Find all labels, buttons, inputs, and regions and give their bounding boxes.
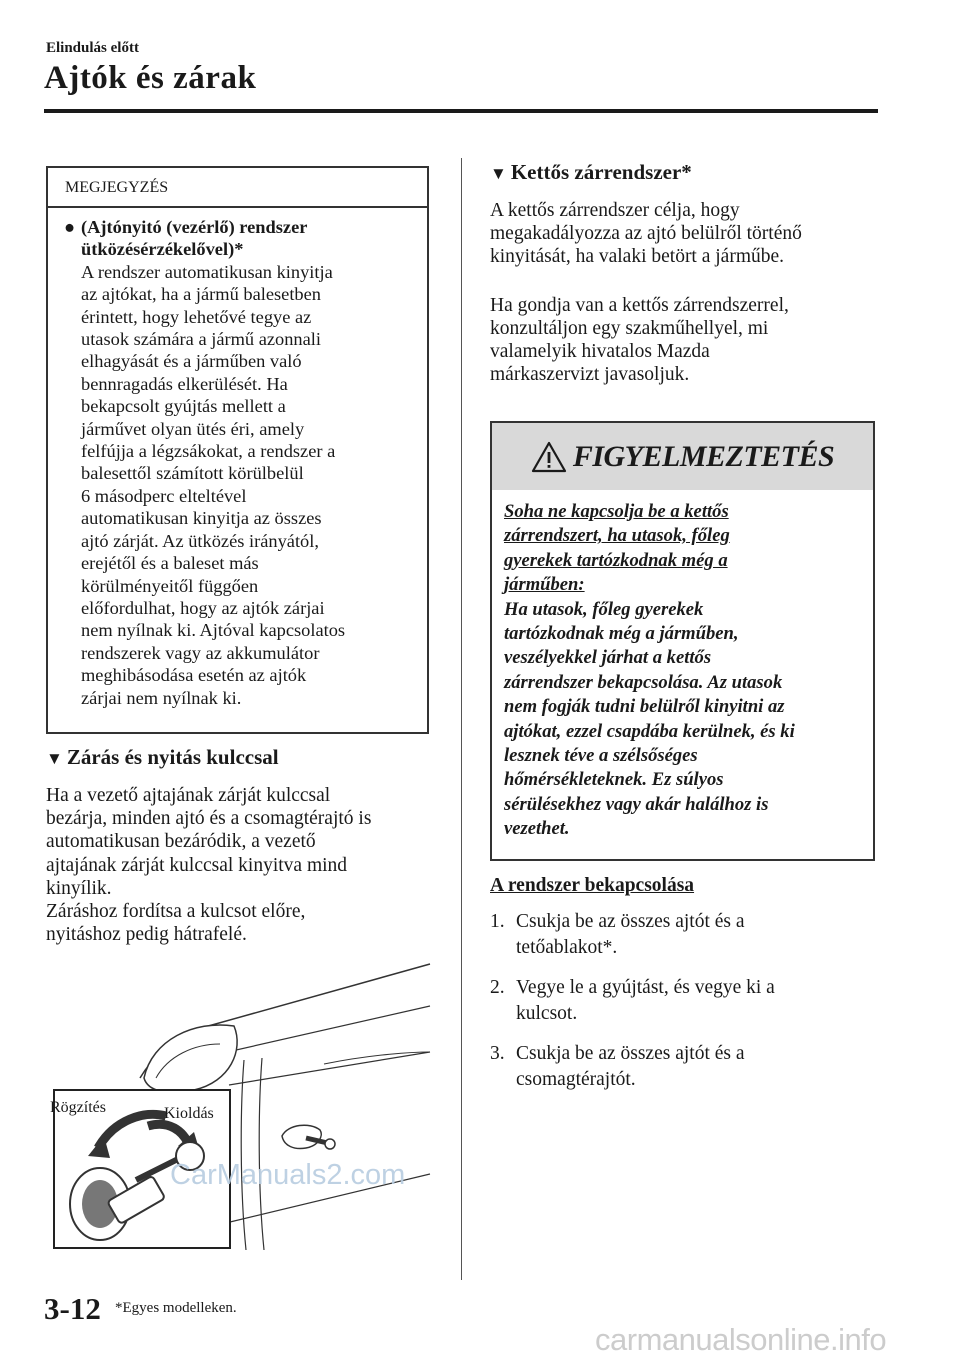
- note-text-line: erejétől és a baleset más: [81, 553, 259, 574]
- activation-step: 1. Csukja be az összes ajtót és a tetőablakot*.: [490, 911, 745, 958]
- label-lock: Rögzítés: [50, 1099, 106, 1116]
- warning-underlined-line: járműben:: [504, 574, 585, 596]
- breadcrumb: Elindulás előtt: [46, 40, 139, 56]
- warning-line: sérülésekhez vagy akár halálhoz is: [504, 793, 769, 815]
- note-text-line: rendszerek vagy az akkumulátor: [81, 642, 320, 663]
- note-text-line: zárjai nem nyílnak ki.: [81, 687, 242, 708]
- note-box: [46, 166, 429, 734]
- note-bullet-title: ütközésérzékelővel)*: [81, 239, 244, 260]
- activation-heading: A rendszer bekapcsolása: [490, 875, 695, 896]
- door-key-illustration: [44, 960, 432, 1254]
- warning-line: tartózkodnak még a járműben,: [504, 623, 739, 645]
- text-line: bezárja, minden ajtó és a csomagtérajtó is: [46, 808, 372, 830]
- note-text-line: 6 másodperc elteltével: [81, 485, 247, 506]
- section-heading-key: ▼ Zárás és nyitás kulccsal: [46, 745, 279, 769]
- text-line: kinyílik.: [46, 877, 112, 899]
- warning-box: [490, 421, 875, 861]
- note-text-line: meghibásodása esetén az ajtók: [81, 665, 307, 686]
- warning-line: ajtókat, ezzel csapdába kerülnek, és ki: [504, 720, 795, 742]
- note-text-line: elhagyását és a járműben való: [81, 351, 302, 372]
- section-heading-double-lock: ▼ Kettős zárrendszer*: [490, 160, 692, 184]
- warning-line: lesznek téve a szélsőséges: [504, 745, 698, 767]
- note-text-line: bennragadás elkerülését. Ha: [81, 373, 288, 394]
- bullet-icon: ●: [64, 217, 76, 237]
- warning-line: hőmérsékleteknek. Ez súlyos: [504, 769, 724, 791]
- page-number: 3-12: [44, 1291, 101, 1326]
- text-line: megakadályozza az ajtó belülről történő: [490, 223, 802, 245]
- note-text-line: ajtó zárját. Az ütközés irányától,: [81, 530, 319, 551]
- note-text-line: A rendszer automatikusan kinyitja: [81, 261, 333, 282]
- text-line: Ha gondja van a kettős zárrendszerrel,: [490, 294, 789, 316]
- note-text-line: utasok számára a jármű azonnali: [81, 329, 321, 350]
- note-text-line: nem nyílnak ki. Ajtóval kapcsolatos: [81, 620, 346, 641]
- double-lock-paragraph: [490, 199, 880, 269]
- note-bullet-content: [81, 216, 345, 709]
- warning-underlined-line: Soha ne kapcsolja be a kettős: [504, 501, 729, 522]
- warning-line: nem fogják tudni belülről kinyitni az: [504, 696, 785, 718]
- warning-header: [492, 423, 873, 490]
- key-section-text: [46, 784, 436, 946]
- column-divider: [461, 158, 462, 1280]
- warning-underlined-line: gyerekek tartózkodnak még a: [504, 549, 728, 571]
- activation-step: 2. Vegye le a gyújtást, és vegye ki a kulcsot.: [490, 977, 775, 1024]
- note-text-line: felfújja a légzsákokat, a rendszer a: [81, 441, 336, 462]
- activation-section: [490, 875, 880, 1093]
- text-line: A kettős zárrendszer célja, hogy: [490, 200, 740, 221]
- note-heading: MEGJEGYZÉS: [48, 168, 427, 208]
- warning-body: [492, 490, 873, 842]
- title-rule: [44, 109, 878, 113]
- note-text-line: járművet olyan ütés éri, amely: [81, 418, 305, 439]
- warning-line: vezethet.: [504, 818, 570, 840]
- text-line: Záráshoz fordítsa a kulcsot előre,: [46, 901, 306, 923]
- note-text-line: az ajtókat, ha a jármű balesetben: [81, 284, 321, 305]
- note-text-line: bekapcsolt gyújtás mellett a: [81, 396, 286, 417]
- text-line: kinyitását, ha valaki betört a járműbe.: [490, 246, 785, 268]
- site-watermark: carmanualsonline.info: [595, 1322, 887, 1357]
- text-line: valamelyik hivatalos Mazda: [490, 341, 710, 363]
- activation-step: 3. Csukja be az összes ajtót és a csomagtérajtót.: [490, 1043, 745, 1090]
- note-bullet-title: (Ajtónyitó (vezérlő) rendszer: [81, 217, 308, 237]
- text-line: konzultáljon egy szakműhellyel, mi: [490, 317, 769, 339]
- double-lock-paragraph: [490, 294, 880, 387]
- warning-line: zárrendszer bekapcsolása. Az utasok: [504, 671, 783, 693]
- text-line: márkaszervizt javasoljuk.: [490, 364, 690, 386]
- note-text-line: előfordulhat, hogy az ajtók zárjai: [81, 597, 325, 618]
- warning-title: FIGYELMEZTETÉS: [572, 439, 835, 473]
- triangle-marker-icon: ▼: [46, 749, 63, 768]
- key-section: [46, 745, 436, 946]
- warning-underlined-line: zárrendszert, ha utasok, főleg: [504, 525, 730, 547]
- illustration-watermark: CarManuals2.com: [170, 1159, 406, 1191]
- note-text-line: érintett, hogy lehetővé tegye az: [81, 306, 312, 327]
- note-bullet-item: [64, 216, 417, 709]
- text-line: ajtajának zárját kulccsal kinyitva mind: [46, 854, 348, 876]
- footnote: *Egyes modelleken.: [115, 1300, 237, 1316]
- triangle-marker-icon: ▼: [490, 164, 507, 183]
- text-line: Ha a vezető ajtajának zárját kulccsal: [46, 785, 331, 806]
- double-lock-section: [490, 160, 880, 386]
- label-unlock: Kioldás: [164, 1105, 214, 1122]
- text-line: automatikusan bezáródik, a vezető: [46, 831, 316, 853]
- note-text-line: automatikusan kinyitja az összes: [81, 508, 322, 529]
- page-title: Ajtók és zárak: [44, 60, 257, 96]
- note-text-line: körülményeitől függően: [81, 575, 259, 596]
- note-text-line: balesettől számított körülbelül: [81, 463, 304, 484]
- warning-triangle-icon: [531, 441, 567, 473]
- note-body: [48, 208, 427, 709]
- warning-line: Ha utasok, főleg gyerekek: [504, 598, 704, 620]
- text-line: nyitáshoz pedig hátrafelé.: [46, 924, 247, 946]
- warning-line: veszélyekkel járhat a kettős: [504, 647, 712, 669]
